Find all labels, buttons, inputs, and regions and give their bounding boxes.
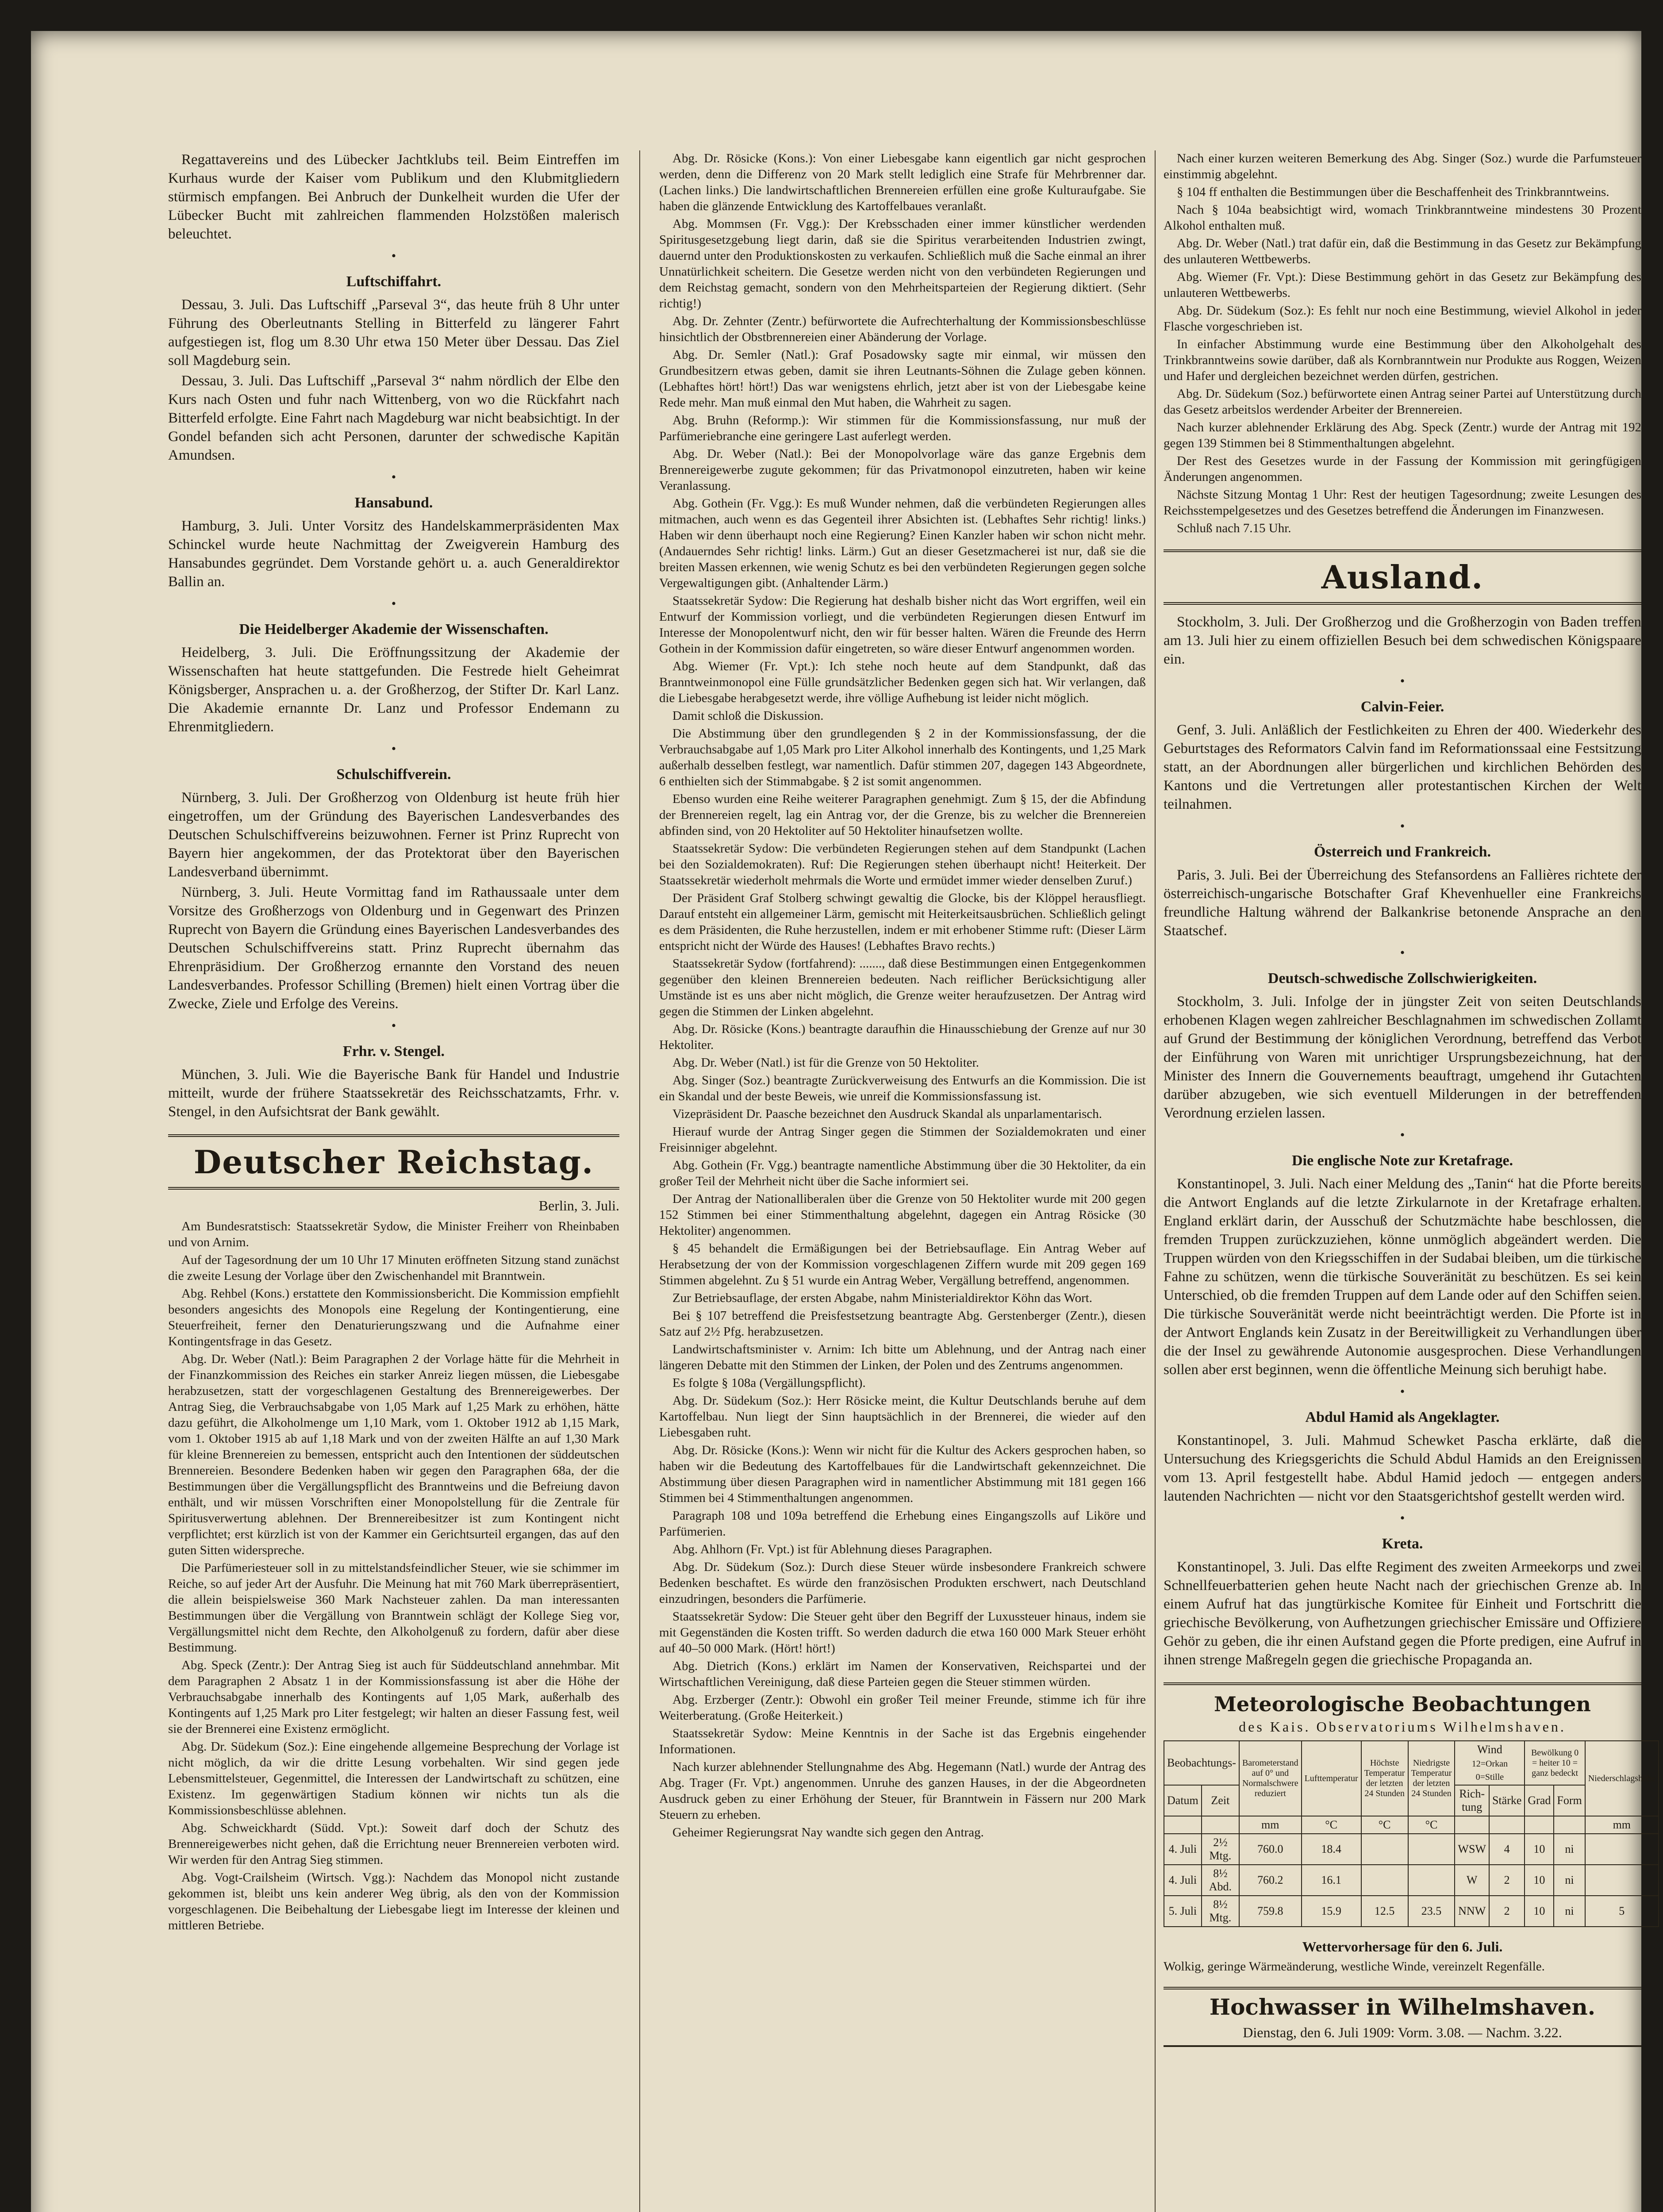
weather-cell: 4 bbox=[1489, 1834, 1525, 1865]
forecast-text: Wolkig, geringe Wärmeänderung, westliche Winde, vereinzelt Regenfälle. bbox=[1164, 1959, 1545, 1974]
report-paragraph: Abg. Dr. Südekum (Soz.): Es fehlt nur noch eine Bestimmung, wieviel Alkohol in jeder Flasche vorgeschrieben ist. bbox=[1164, 303, 1641, 334]
report-paragraph: Schluß nach 7.15 Uhr. bbox=[1177, 521, 1291, 535]
article-paragraph: München, 3. Juli. Wie die Bayerische Bank für Handel und Industrie mitteilt, wurde der frühere Staatssekretär des Reichsschatzamts, Frhr. v. Stengel, in den Aufsichtsrat der Bank gewählt. bbox=[168, 1067, 619, 1120]
section-heading: Kreta. bbox=[1382, 1536, 1423, 1552]
report-paragraph: Der Präsident Graf Stolberg schwingt gewaltig die Glocke, bis der Klöppel herausfliegt. Darauf entsteht ein allgemeiner Lärm, gemischt mit Heiterkeitsausbrüchen. Schließlich gelingt es dem Präsidenten, die Ruhe herzustellen, indem er mit erhobener Stimme ruft: (Dieser Lärm entspricht nicht der Würde des Hauses! (Lebhaftes Bravo rechts.) bbox=[659, 891, 1146, 953]
report-paragraph: Staatssekretär Sydow: Die verbündeten Regierungen stehen auf dem Standpunkt (Lachen bei den Sozialdemokraten). Ruf: Die Regierungen stehen überhaupt nicht! Heiterkeit. Der Staatssekretär wiederholt mehrmals die Worte und ermüdet immer wieder denselben Zuruf.) bbox=[659, 841, 1146, 887]
weather-cell bbox=[1585, 1865, 1659, 1896]
forecast-title: Wettervorhersage für den 6. Juli. bbox=[1302, 1939, 1503, 1955]
report-paragraph: Abg. Dr. Zehnter (Zentr.) befürwortete die Aufrechterhaltung der Kommissionsbeschlüsse hinsichtlich der Obstbrennereien einer Abänderung der Vorlage. bbox=[659, 314, 1146, 344]
article-paragraph: Konstantinopel, 3. Juli. Mahmud Schewket Pascha erklärte, daß die Untersuchung des Kriegsgerichts die Schuld Abdul Hamids an den Ereignissen vom 13. April festgestellt habe. Abdul Hamid jedoch — entgegen anders lautenden Nachrichten — nicht vor den Staatsgerichtshof gestellt werden wird. bbox=[1164, 1432, 1641, 1504]
report-paragraph: Vizepräsident Dr. Paasche bezeichnet den Ausdruck Skandal als unparlamentarisch. bbox=[672, 1107, 1102, 1121]
report-paragraph: Abg. Dr. Weber (Natl.): Bei der Monopolvorlage wäre das ganze Ergebnis dem Brennereigewerbe zugute gekommen; für das Privatmonopol einzutreten, haben wir keine Veranlassung. bbox=[659, 447, 1146, 493]
weather-header-richtung: Rich-tung bbox=[1455, 1785, 1489, 1816]
weather-header-luft: Lufttemperatur bbox=[1302, 1741, 1361, 1816]
weather-header-wind: Wind 12=Orkan 0=Stille bbox=[1455, 1741, 1525, 1785]
section-heading: Deutsch-schwedische Zollschwierigkeiten. bbox=[1267, 970, 1537, 987]
report-paragraph: Staatssekretär Sydow (fortfahrend): ......., daß diese Bestimmungen einen Entgegenkommen gegenüber den kleinen Brennereien bedeuten. Nach reiflicher Berücksichtigung aller Umstände ist es uns aber nicht möglich, die Grenze weiter heraufzusetzen. Der Antrag wird gegen die Stimmen der Linken abgelehnt. bbox=[659, 956, 1146, 1018]
report-paragraph: Abg. Gothein (Fr. Vgg.): Es muß Wunder nehmen, daß die verbündeten Regierungen alles mitmachen, auch wenn es das Gegenteil ihrer Absichten ist. (Lebhaftes Sehr richtig! links.) Haben wir denn überhaupt noch eine Regierung? Einen Kanzler haben wir schon nicht mehr. (Andauerndes Sehr richtig! links. Lärm.) Gut an dieser Gesetzmacherei ist nur, daß sie die breiten Massen erkennen, wie wenig Schutz es bei den verbündeten Regierungen gegen solche Vergewaltigungen gibt. (Anhaltender Lärm.) bbox=[659, 496, 1146, 590]
weather-header-min: Niedrigste Temperatur der letzten 24 Stunden bbox=[1408, 1741, 1455, 1816]
report-paragraph: Der Antrag der Nationalliberalen über die Grenze von 50 Hektoliter wurde mit 200 gegen 152 Stimmen bei einer Stimmenthaltung abgelehnt, dagegen ein Antrag Rösicke (30 Hektoliter) angenommen. bbox=[659, 1192, 1146, 1238]
weather-cell: 8½ Abd. bbox=[1202, 1865, 1239, 1896]
report-paragraph: Abg. Gothein (Fr. Vgg.) beantragte namentliche Abstimmung über die 30 Hektoliter, da ein großer Teil der Mehrheit nicht über die Sache informiert sei. bbox=[659, 1158, 1146, 1188]
article-paragraph: Konstantinopel, 3. Juli. Nach einer Meldung des „Tanin“ hat die Pforte bereits die Antwort Englands auf die letzte Zirkularnote in der Kretafrage erhalten. England erklärt darin, der Ausschuß der Schutzmächte habe beschlossen, die fremden Truppen zurückzuziehen, könne unmöglich abgeändert werden. Die Truppen würden von den Kriegsschiffen in der Sudabai bleiben, um die türkische Fahne zu schützen, wenn die türkische Souveränität zu beschützen. Es sei kein Unterschied, ob die fremden Truppen auf dem Lande oder auf den Schiffen seien. Die türkische Souveränität werde nicht beeinträchtigt werden. Die Pforte ist in der Antwort Englands kein Zusatz in der Bereitwilligkeit zu Verhandlungen über die der Insel zu gewährende Autonomie ausgesprochen. Diese Verhandlungen sollen aber erst beginnen, wenn die öffentliche Meinung sich beruhigt habe. bbox=[1164, 1176, 1641, 1378]
weather-cell: 10 bbox=[1525, 1865, 1554, 1896]
report-paragraph: Bei § 107 betreffend die Preisfestsetzung beantragte Abg. Gerstenberger (Zentr.), diesen Satz auf 2½ Pfg. herabzusetzen. bbox=[659, 1309, 1146, 1339]
article-paragraph: Paris, 3. Juli. Bei der Überreichung des Stefansordens an Fallières richtete der österreichisch-ungarische Botschafter Graf Khevenhueller eine Frankreichs freundliche Haltung während der Balkankrise betonende Ansprache an den Staatschef. bbox=[1164, 867, 1641, 939]
section-separator: • bbox=[1400, 1128, 1405, 1142]
article-paragraph: Genf, 3. Juli. Anläßlich der Festlichkeiten zu Ehren der 400. Wiederkehr des Geburtstages des Reformators Calvin fand im Reformationssaal eine Festsitzung statt, an der Abordnungen aller bürgerlichen und kirchlichen Behörden des Kantons und die Vertretungen aller protestantischen Kirchen der Welt teilnahmen. bbox=[1164, 722, 1641, 812]
section-separator: • bbox=[1400, 1511, 1405, 1525]
weather-title: Meteorologische Beobachtungen bbox=[1214, 1692, 1591, 1716]
report-paragraph: Abg. Dr. Rösicke (Kons.): Von einer Liebesgabe kann eigentlich gar nicht gesprochen werden, denn die Differenz von 20 Mark stellt lediglich eine Strafe für Mehrbrenner dar. (Lachen links.) Die landwirtschaftlichen Brennereien erfüllen eine große Kulturaufgabe. Sie haben die glänzende Entwicklung des Kartoffelbaues veranlaßt. bbox=[659, 151, 1146, 213]
section-heading: Frhr. v. Stengel. bbox=[342, 1043, 445, 1060]
report-paragraph: Nächste Sitzung Montag 1 Uhr: Rest der heutigen Tagesordnung; zweite Lesungen des Reichsstempelgesetzes und des Gesetzes betreffend die Änderungen im Finanzwesen. bbox=[1164, 488, 1641, 518]
report-paragraph: Abg. Dr. Südekum (Soz.): Herr Rösicke meint, die Kultur Deutschlands beruhe auf dem Kartoffelbau. Nun liegt der Sinn hauptsächlich in der Brennerei, die wieder auf den Liebesgaben ruht. bbox=[659, 1394, 1146, 1440]
weather-cell: WSW bbox=[1455, 1834, 1489, 1865]
article-paragraph: Nürnberg, 3. Juli. Heute Vormittag fand im Rathaussaale unter dem Vorsitze des Großherzogs von Oldenburg und in Gegenwart des Prinzen Ruprecht von Bayern die Gründung eines Bayerischen Landesverbandes des Deutschen Schulschiffvereins statt. Prinz Ruprecht übernahm das Ehrenpräsidium. Der Großherzog ernannte den Vorstand des neuen Landesverbandes. Professor Schilling (Bremen) hielt einen Vortrag über die Zwecke, Ziele und Erfolge des Vereins. bbox=[168, 884, 619, 1012]
report-paragraph: Abg. Bruhn (Reformp.): Wir stimmen für die Kommissionsfassung, nur muß der Parfümeriebranche eine geringere Last auferlegt werden. bbox=[659, 413, 1146, 443]
section-separator: • bbox=[1400, 1384, 1405, 1399]
weather-header-form: Form bbox=[1554, 1785, 1585, 1816]
weather-cell: 16.1 bbox=[1302, 1865, 1361, 1896]
high-water-times: Dienstag, den 6. Juli 1909: Vorm. 3.08. — Nachm. 3.22. bbox=[1243, 2024, 1562, 2040]
dateline: Berlin, 3. Juli. bbox=[538, 1198, 619, 1214]
newspaper-page bbox=[31, 31, 1655, 2212]
weather-cell bbox=[1361, 1865, 1408, 1896]
weather-cell: 4. Juli bbox=[1164, 1834, 1202, 1865]
weather-cell: 760.2 bbox=[1239, 1865, 1302, 1896]
report-paragraph: Staatssekretär Sydow: Die Steuer geht über den Begriff der Luxussteuer hinaus, indem sie mit Gegenständen die Kosten trifft. So werden dadurch die etwa 160 000 Mark Steuer erhöht auf 40–50 000 Mark. (Hört! hört!) bbox=[659, 1609, 1146, 1655]
weather-rows bbox=[1164, 1834, 1659, 1927]
unit-c: °C bbox=[1302, 1816, 1361, 1834]
report-paragraph: Ebenso wurden eine Reihe weiterer Paragraphen genehmigt. Zum § 15, der die Abfindung der Brennereien regelt, lag ein Antrag vor, der die Grenze, bis zu welcher die Brennereien abfinden sind, von 20 Hektoliter auf 50 Hektoliter hinaufsetzen wollte. bbox=[659, 792, 1146, 838]
section-separator: • bbox=[391, 249, 396, 263]
report-paragraph: Abg. Speck (Zentr.): Der Antrag Sieg ist auch für Süddeutschland annehmbar. Mit dem Paragraphen 2 Absatz 1 in der Kommissionsfassung ist aber die Höhe der Verbrauchsabgabe innerhalb des Kontingents auf 1,05 Mark, außerhalb des Kontingents auf 1,25 Mark pro Liter festgelegt; wir halten an dieser Fassung fest, weil sie der Brennerei eine Existenz ermöglicht. bbox=[168, 1658, 619, 1736]
report-paragraph: Abg. Dr. Weber (Natl.): Beim Paragraphen 2 der Vorlage hätte für die Mehrheit in der Finanzkommission des Reiches ein starker Anreiz liegen müssen, die Liebesgabe herabzusetzen, statt der vorgeschlagenen Gestaltung des Brennereigewerbes. Der Antrag Sieg, die Verbrauchsabgabe von 1,05 Mark auf 1,25 Mark zu erhöhen, hätte dazu geführt, die Alkoholmenge um 1,10 Mark, vom 1. Oktober 1912 ab 1,15 Mark, vom 1. Oktober 1915 ab auf 1,18 Mark und von der zweiten Hälfte an auf 1,30 Mark für kleine Brennereien zu bemessen, entspricht auch den Intentionen der süddeutschen Brennereien. Besondere Bedenken haben wir gegen den Paragraphen 68a, der die Bestimmungen über die Vergällungspflicht des Branntweins und die Befreiung davon enthält, und wir müssen Vorschriften einer Monopolstellung für die Zentrale für Spiritusverwertung ablehnen. Der Brennereibesitzer ist zum Kontingent nicht verpflichtet; erst kürzlich ist von der Kammer ein Gerichtsurteil ergangen, das auf den guten Sitten widerspreche. bbox=[168, 1352, 619, 1557]
section-heading: Abdul Hamid als Angeklagter. bbox=[1305, 1409, 1500, 1425]
major-heading: Ausland. bbox=[1164, 549, 1641, 605]
report-paragraph: Abg. Dietrich (Kons.) erklärt im Namen der Konservativen, Reichspartei und der Wirtschaftlichen Vereinigung, daß diese Parteien gegen die Steuer stimmen würden. bbox=[659, 1659, 1146, 1689]
weather-cell: NNW bbox=[1455, 1896, 1489, 1927]
weather-header-zeit: Zeit bbox=[1202, 1785, 1239, 1816]
weather-cell bbox=[1408, 1865, 1455, 1896]
report-paragraph: Es folgte § 108a (Vergällungspflicht). bbox=[672, 1376, 866, 1390]
section-heading: Die Heidelberger Akademie der Wissenschaften. bbox=[239, 621, 549, 637]
weather-observations bbox=[1164, 1682, 1655, 1974]
report-paragraph: Nach kurzer ablehnender Erklärung des Abg. Speck (Zentr.) wurde der Antrag mit 192 gegen 139 Stimmen bei 8 Stimmenthaltungen abgelehnt. bbox=[1164, 420, 1641, 450]
weather-cell: 2 bbox=[1489, 1896, 1525, 1927]
section-separator: • bbox=[391, 470, 396, 484]
unit-c: °C bbox=[1408, 1816, 1455, 1834]
report-paragraph: Geheimer Regierungsrat Nay wandte sich gegen den Antrag. bbox=[672, 1825, 984, 1839]
article-paragraph: Heidelberg, 3. Juli. Die Eröffnungssitzung der Akademie der Wissenschaften hat heute stattgefunden. Die Festrede hielt Geheimrat Königsberger, Ansprachen u. a. der Großherzog, der Stifter Dr. Karl Lanz. Die Akademie ernannte Dr. Lanz und Professor Endemann zu Ehrenmitgliedern. bbox=[168, 645, 619, 735]
report-paragraph: Nach einer kurzen weiteren Bemerkung des Abg. Singer (Soz.) wurde die Parfumsteuer einstimmig abgelehnt. bbox=[1164, 151, 1641, 181]
report-paragraph: Auf der Tagesordnung der um 10 Uhr 17 Minuten eröffneten Sitzung stand zunächst die zweite Lesung der Vorlage über den Zwischenhandel mit Branntwein. bbox=[168, 1253, 619, 1283]
article-paragraph: Nürnberg, 3. Juli. Der Großherzog von Oldenburg ist heute früh hier eingetroffen, um der Gründung des Bayerischen Landesverbandes des Deutschen Schulschiffvereins beizuwohnen. Ferner ist Prinz Ruprecht von Bayern hier angekommen, der das Protektorat über den Bayerischen Landesverband übernimmt. bbox=[168, 790, 619, 880]
report-paragraph: Abg. Mommsen (Fr. Vgg.): Der Krebsschaden einer immer künstlicher werdenden Spiritusgesetzgebung liegt darin, daß sie die Spiritus verarbeitenden Industrien zwingt, dauernd unter den Produktionskosten zu verkaufen. Schließlich muß die Sache einmal an ihrer Unnatürlichkeit scheitern. Die Gesetze werden nicht von den verbündeten Regierungen und dem Reichstag gemacht, sondern von den Mehrheitsparteien der Regierung diktiert. (Sehr richtig!) bbox=[659, 217, 1146, 311]
report-paragraph: Landwirtschaftsminister v. Arnim: Ich bitte um Ablehnung, und der Antrag nach einer längeren Debatte mit den Stimmen der Linken, der Polen und des Zentrums angenommen. bbox=[659, 1342, 1146, 1372]
report-paragraph: Abg. Erzberger (Zentr.): Obwohl ein großer Teil meiner Freunde, stimme ich für ihre Weiterberatung. (Große Heiterkeit.) bbox=[659, 1693, 1146, 1723]
section-separator: • bbox=[391, 596, 396, 611]
weather-header-datum: Datum bbox=[1164, 1785, 1202, 1816]
weather-cell: 10 bbox=[1525, 1834, 1554, 1865]
weather-header-max: Höchste Temperatur der letzten 24 Stunden bbox=[1361, 1741, 1408, 1816]
report-paragraph: Die Abstimmung über den grundlegenden § 2 in der Kommissionsfassung, der die Verbrauchsabgabe auf 1,05 Mark pro Liter Alkohol innerhalb des Kontingents, und 1,25 Mark außerhalb desselben festlegt, war namentlich. Dafür stimmen 207, dagegen 143 Abgeordnete, 6 enthielten sich der Stimmabgabe. § 2 ist somit angenommen. bbox=[659, 726, 1146, 788]
report-paragraph: Am Bundesratstisch: Staatssekretär Sydow, die Minister Freiherr von Rheinbaben und von Arnim. bbox=[168, 1219, 619, 1249]
section-heading: Calvin-Feier. bbox=[1360, 699, 1444, 715]
weather-header-grad: Grad bbox=[1525, 1785, 1554, 1816]
article-paragraph: Hamburg, 3. Juli. Unter Vorsitz des Handelskammerpräsidenten Max Schinckel wurde heute Nachmittag der Zweigverein Hamburg des Hansabundes gegründet. Dem Vorstande gehört u. a. auch Generaldirektor Ballin an. bbox=[168, 518, 619, 590]
weather-header-nied: Niederschlagshöhe bbox=[1585, 1741, 1659, 1816]
report-paragraph: Abg. Dr. Weber (Natl.) trat dafür ein, daß die Bestimmung in das Gesetz zur Bekämpfung des unlauteren Wettbewerbs. bbox=[1164, 236, 1641, 266]
report-paragraph: Abg. Dr. Südekum (Soz.) befürwortete einen Antrag seiner Partei auf Unterstützung durch das Gesetz arbeitslos werdender Arbeiter der Brennereien. bbox=[1164, 387, 1641, 417]
weather-cell: 18.4 bbox=[1302, 1834, 1361, 1865]
column-left bbox=[168, 150, 619, 1935]
report-paragraph: Abg. Wiemer (Fr. Vpt.): Ich stehe noch heute auf dem Standpunkt, daß das Branntweinmonopol eine Fülle grundsätzlicher Bedenken gegen sich hat. Wir verlangen, daß die Liebesgabe herabgesetzt werde, ihre völlige Aufhebung ist leider nicht möglich. bbox=[659, 659, 1146, 705]
weather-header-bew: Bewölkung 0 = heiter 10 = ganz bedeckt bbox=[1525, 1741, 1585, 1785]
weather-cell bbox=[1585, 1834, 1659, 1865]
report-paragraph: Abg. Ahlhorn (Fr. Vpt.) ist für Ablehnung dieses Paragraphen. bbox=[672, 1542, 992, 1556]
report-paragraph: Abg. Dr. Südekum (Soz.): Durch diese Steuer würde insbesondere Frankreich schwere Bedenken beschaftet. Es würde den französischen Produkten erschwert, nach Deutschland einzudringen, besonders die Parfümerie. bbox=[659, 1560, 1146, 1606]
column-rule bbox=[639, 150, 640, 2212]
report-paragraph: Der Rest des Gesetzes wurde in der Fassung der Kommission mit geringfügigen Änderungen angenommen. bbox=[1164, 454, 1641, 484]
section-separator: • bbox=[391, 1018, 396, 1033]
weather-cell: 10 bbox=[1525, 1896, 1554, 1927]
section-heading: Österreich und Frankreich. bbox=[1314, 844, 1491, 860]
weather-subtitle: des Kais. Observatoriums Wilhelmshaven. bbox=[1239, 1719, 1566, 1735]
report-paragraph: Abg. Dr. Südekum (Soz.): Eine eingehende allgemeine Besprechung der Vorlage ist nicht möglich, da wir die dritte Lesung vorbehalten. Wir sind gegen jede Lebensmittelsteuer, Gegenmittel, die Interessen der Landwirtschaft zu schützen, eine Existenz. Im gegenwärtigen Stadium können wir nichts tun als die Kommissionsbeschlüsse ablehnen. bbox=[168, 1740, 619, 1817]
right-column-articles bbox=[1164, 150, 1641, 1669]
weather-cell: 759.8 bbox=[1239, 1896, 1302, 1927]
unit-c: °C bbox=[1361, 1816, 1408, 1834]
high-water bbox=[1164, 1987, 1641, 2047]
report-paragraph: Abg. Rehbel (Kons.) erstattete den Kommissionsbericht. Die Kommission empfiehlt besonders angesichts des Monopols eine Regelung der Kontingentierung, eine Steuerfreiheit, ferner den Denaturierungszwang und die Aufnahme einer Kontingentsfrage in das Gesetz. bbox=[168, 1286, 619, 1348]
weather-cell: 2½ Mtg. bbox=[1202, 1834, 1239, 1865]
weather-table bbox=[1164, 1740, 1659, 1927]
article-paragraph: Stockholm, 3. Juli. Der Großherzog und die Großherzogin von Baden treffen am 13. Juli hier zu einem offiziellen Besuch bei dem schwedischen Königspaare ein. bbox=[1164, 614, 1641, 667]
article-paragraph: Konstantinopel, 3. Juli. Das elfte Regiment des zweiten Armeekorps und zwei Schnellfeuerbatterien gehen heute Nacht nach der griechischen Grenze ab. In einem Aufruf hat das jungtürkische Komitee für Einheit und Fortschritt die griechische Bevölkerung, von Aufhetzungen griechischer Emissäre und Offiziere Gehör zu geben, die ihr einen Aufstand gegen die Pforte predigen, eine Aufruf in ihnen strenge Maßregeln gegen die griechische Propaganda an. bbox=[1164, 1559, 1641, 1668]
unit-mm: mm bbox=[1585, 1816, 1659, 1834]
report-paragraph: Abg. Dr. Semler (Natl.): Graf Posadowsky sagte mir einmal, wir müssen den Grundbesitzern etwas geben, damit sie ihren Leutnants-Söhnen die Zulage geben können. (Lebhaftes hört! hört!) Das war wenigstens ehrlich, jetzt aber ist von der Liebesgabe keine Rede mehr. Man muß einmal den Mut haben, die Wahrheit zu sagen. bbox=[659, 348, 1146, 410]
weather-cell: 23.5 bbox=[1408, 1896, 1455, 1927]
weather-cell bbox=[1408, 1834, 1455, 1865]
article-paragraph: Dessau, 3. Juli. Das Luftschiff „Parseval 3“ nahm nördlich der Elbe den Kurs nach Osten und fuhr nach Wittenberg, von wo die Rückfahrt nach Bitterfeld erfolgte. Eine Fahrt nach Magdeburg war nicht beabsichtigt. In der Gondel befanden sich acht Personen, darunter der schwedische Kapitän Amundsen. bbox=[168, 373, 619, 463]
weather-cell: W bbox=[1455, 1865, 1489, 1896]
weather-cell: 760.0 bbox=[1239, 1834, 1302, 1865]
weather-cell: 12.5 bbox=[1361, 1896, 1408, 1927]
section-heading: Die englische Note zur Kretafrage. bbox=[1291, 1152, 1513, 1169]
report-paragraph: Zur Betriebsauflage, der ersten Abgabe, nahm Ministerialdirektor Köhn das Wort. bbox=[672, 1291, 1093, 1305]
weather-cell: 2 bbox=[1489, 1865, 1525, 1896]
section-separator: • bbox=[391, 741, 396, 756]
weather-header-staerke: Stärke bbox=[1489, 1785, 1525, 1816]
report-paragraph: In einfacher Abstimmung wurde eine Bestimmung über den Alkoholgehalt des Trinkbranntweins sowie darüber, daß als Kornbranntwein nur Produkte aus Roggen, Weizen und Hafer und dergleichen bezeichnet werden dürfen, gestrichen. bbox=[1164, 337, 1641, 383]
section-separator: • bbox=[1400, 819, 1405, 833]
report-paragraph: Paragraph 108 und 109a betreffend die Erhebung eines Eingangszolls auf Liköre und Parfümerien. bbox=[659, 1509, 1146, 1539]
section-separator: • bbox=[1400, 674, 1405, 688]
weather-cell: ni bbox=[1554, 1865, 1585, 1896]
report-paragraph: Abg. Dr. Rösicke (Kons.) beantragte daraufhin die Hinausschiebung der Grenze auf nur 30 Hektoliter. bbox=[659, 1022, 1146, 1052]
weather-cell: 5. Juli bbox=[1164, 1896, 1202, 1927]
weather-header-beob: Beobachtungs- bbox=[1164, 1741, 1239, 1785]
weather-cell: 5 bbox=[1585, 1896, 1659, 1927]
section-heading: Schulschiffverein. bbox=[336, 766, 451, 783]
report-paragraph: Nach kurzer ablehnender Stellungnahme des Abg. Hegemann (Natl.) wurde der Antrag des Abg. Trager (Fr. Vpt.) angenommen. Unruhe des ganzen Hauses, in der die Abgeordneten Ausdruck geben zu einer Erhöhung der Steuer, für Branntwein in Fässern nur 200 Mark Steuern zu erheben. bbox=[659, 1760, 1146, 1822]
weather-row bbox=[1164, 1865, 1659, 1896]
report-paragraph: Abg. Schweickhardt (Südd. Vpt.): Soweit darf doch der Schutz des Brennereigewerbes nicht gehen, daß die Errichtung neuer Brennereien verboten wird. Wir werden für den Antrag Sieg stimmen. bbox=[168, 1821, 619, 1867]
report-paragraph: Abg. Dr. Rösicke (Kons.): Wenn wir nicht für die Kultur des Ackers gesprochen haben, so haben wir die Bedeutung des Kartoffelbaues für die Landwirtschaft gekennzeichnet. Die Abstimmung über diesen Paragraphen wird in namentlicher Abstimmung mit 181 gegen 166 Stimmen bei 4 Stimmenthaltungen angenommen. bbox=[659, 1443, 1146, 1505]
report-paragraph: Hierauf wurde der Antrag Singer gegen die Stimmen der Sozialdemokraten und einer Freisinniger abgelehnt. bbox=[659, 1125, 1146, 1155]
report-paragraph: Die Parfümeriesteuer soll in zu mittelstandsfeindlicher Steuer, wie sie schimmer im Reiche, so auf jeder Art der Ausfuhr. Die Meinung hat mit 760 Mark überrepräsentiert, die allein beispielsweise 360 Mark Nachsteuer zahlen. Da man interessanten Bestimmungen über die Vergällung von Branntwein schlägt der Kollege Sieg vor, Vergällungsmittel nicht dem Rechte, den Alkoholgenuß zu fordern, dafür aber diese Bestimmung. bbox=[168, 1561, 619, 1655]
report-paragraph: Staatssekretär Sydow: Die Regierung hat deshalb bisher nicht das Wort ergriffen, weil ein Entwurf der Kommission vorliegt, und die verbündeten Regierungen diesen Entwurf im Interesse der Monopolentwurf nicht, den wir für besser halten. Wären die Freunde des Herrn Gothein in der Kommission dafür eingetreten, so wäre dieser Entwurf angenommen worden. bbox=[659, 594, 1146, 656]
section-heading: Hansabund. bbox=[354, 495, 433, 511]
report-paragraph: Abg. Vogt-Crailsheim (Wirtsch. Vgg.): Nachdem das Monopol nicht zustande gekommen ist, bleibt uns kein anderer Weg übrig, als den von der Kommission vorgeschlagenen. Die Beibehaltung der Liebesgabe liegt im Interesse der kleinen und mittleren Betriebe. bbox=[168, 1870, 619, 1932]
report-paragraph: Abg. Wiemer (Fr. Vpt.): Diese Bestimmung gehört in das Gesetz zur Bekämpfung des unlauteren Wettbewerbs. bbox=[1164, 270, 1641, 300]
section-separator: • bbox=[1400, 945, 1405, 960]
article-paragraph: Regattavereins und des Lübecker Jachtklubs teil. Beim Eintreffen im Kurhaus wurde der Kaiser vom Publikum und den Klubmitgliedern stürmisch empfangen. Bei Anbruch der Dunkelheit wurden die Ufer der Lübecker Bucht mit zahlreichen flammenden Holzstößen malerisch beleuchtet. bbox=[168, 152, 619, 242]
section-heading: Luftschiffahrt. bbox=[346, 273, 442, 290]
report-paragraph: Nach § 104a beabsichtigt wird, womach Trinkbranntweine mindestens 30 Prozent Alkohol enthalten muß. bbox=[1164, 203, 1641, 233]
weather-cell: ni bbox=[1554, 1896, 1585, 1927]
weather-row bbox=[1164, 1896, 1659, 1927]
weather-header-baro: Barometerstand auf 0° und Normalschwere reduziert bbox=[1239, 1741, 1302, 1816]
article-paragraph: Stockholm, 3. Juli. Infolge der in jüngster Zeit von seiten Deutschlands erhobenen Klagen wegen zahlreicher Beschlagnahmen im schwedischen Zollamt auf Grund der Bestimmung der königlichen Verordnung, betreffend das Verbot der Einführung von Waren mit unrichtiger Ursprungsbezeichnung, hat der Minister des Innern die Gouvernements beauftragt, umgehend ihr Gutachten darüber abzugeben, wie sich eventuell Milderungen in der betreffenden Verordnung erzielen lassen. bbox=[1164, 994, 1641, 1121]
column-rule bbox=[1155, 150, 1156, 2212]
report-paragraph: Abg. Dr. Weber (Natl.) ist für die Grenze von 50 Hektoliter. bbox=[672, 1056, 979, 1070]
column-right bbox=[1164, 150, 1655, 2047]
weather-cell: 8½ Mtg. bbox=[1202, 1896, 1239, 1927]
major-heading: Deutscher Reichstag. bbox=[168, 1134, 619, 1190]
column-middle bbox=[659, 150, 1146, 1842]
weather-cell bbox=[1361, 1834, 1408, 1865]
unit-mm: mm bbox=[1239, 1816, 1302, 1834]
report-paragraph: Abg. Singer (Soz.) beantragte Zurückverweisung des Entwurfs an die Kommission. Die ist ein Skandal und der beste Beweis, wie unreif die Kommissionsfassung ist. bbox=[659, 1073, 1146, 1103]
weather-cell: 4. Juli bbox=[1164, 1865, 1202, 1896]
report-paragraph: Damit schloß die Diskussion. bbox=[672, 709, 824, 723]
report-paragraph: § 104 ff enthalten die Bestimmungen über die Beschaffenheit des Trinkbranntweins. bbox=[1177, 185, 1609, 199]
article-paragraph: Dessau, 3. Juli. Das Luftschiff „Parseval 3“, das heute früh 8 Uhr unter Führung des Oberleutnants Stelling in Bitterfeld zu längerer Fahrt aufgestiegen ist, flog um 8.30 Uhr etwa 150 Meter über Dessau. Das Ziel soll Magdeburg sein. bbox=[168, 297, 619, 369]
weather-cell: ni bbox=[1554, 1834, 1585, 1865]
weather-cell: 15.9 bbox=[1302, 1896, 1361, 1927]
weather-row bbox=[1164, 1834, 1659, 1865]
high-water-title: Hochwasser in Wilhelmshaven. bbox=[1209, 1994, 1596, 2020]
report-paragraph: § 45 behandelt die Ermäßigungen bei der Betriebsauflage. Ein Antrag Weber auf Herabsetzung der von der Kommission vorgeschlagenen Ziffern wurde mit 209 gegen 169 Stimmen abgelehnt. Zu § 51 wurde ein Antrag Weber, Vergällung betreffend, angenommen. bbox=[659, 1241, 1146, 1287]
report-paragraph: Staatssekretär Sydow: Meine Kenntnis in der Sache ist das Ergebnis eingehender Informationen. bbox=[659, 1726, 1146, 1756]
